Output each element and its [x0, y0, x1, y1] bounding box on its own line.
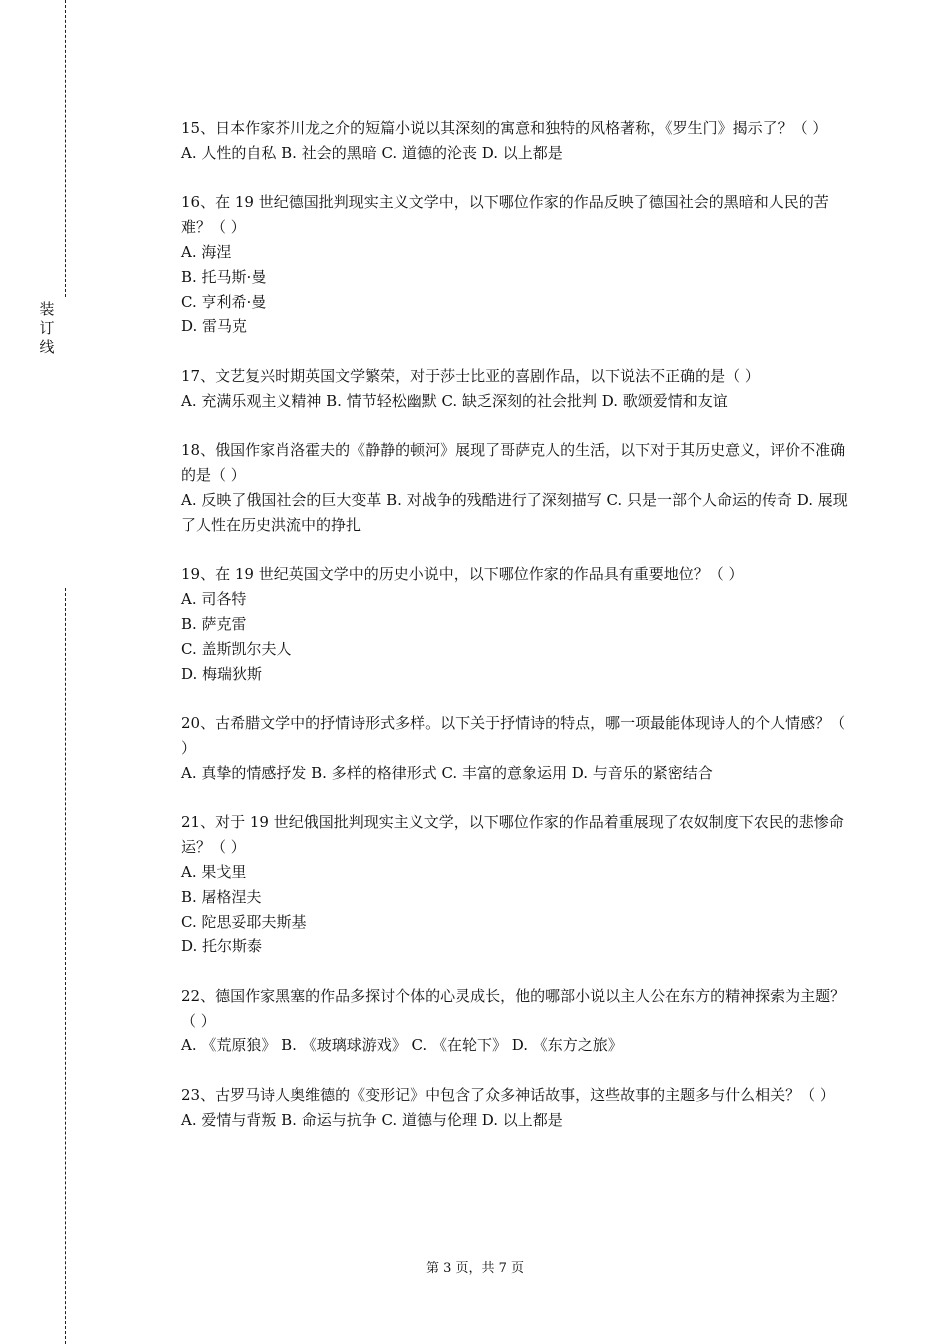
- binding-label: [36, 300, 58, 357]
- option-a: A. 海涅: [181, 242, 232, 261]
- option-c: C. 陀思妥耶夫斯基: [181, 912, 307, 931]
- question-options: A. 人性的自私 B. 社会的黑暗 C. 道德的沦丧 D. 以上都是: [181, 143, 563, 162]
- question-stem: 19、在 19 世纪英国文学中的历史小说中，以下哪位作家的作品具有重要地位？（ ）: [181, 565, 744, 584]
- option-a: A. 果戈里: [181, 862, 247, 881]
- question-stem: 22、德国作家黑塞的作品多探讨个体的心灵成长，他的哪部小说以主人公在东方的精神探索为主题？（ ）: [181, 986, 846, 1030]
- question-stem: 17、文艺复兴时期英国文学繁荣，对于莎士比亚的喜剧作品，以下说法不正确的是（ ）: [181, 366, 760, 385]
- question-stem: 15、日本作家芥川龙之介的短篇小说以其深刻的寓意和独特的风格著称，《罗生门》揭示了？（ ）: [181, 119, 828, 137]
- question-21: [181, 810, 851, 959]
- option-d: D. 托尔斯泰: [181, 937, 263, 956]
- question-18: [181, 438, 851, 537]
- question-options: A. 真挚的情感抒发 B. 多样的格律形式 C. 丰富的意象运用 D. 与音乐的紧密结合: [181, 763, 713, 782]
- option-d: D. 梅瑞狄斯: [181, 664, 263, 683]
- question-19: [181, 562, 851, 686]
- question-22: [181, 984, 851, 1058]
- question-stem: 16、在 19 世纪德国批判现实主义文学中，以下哪位作家的作品反映了德国社会的黑暗和人民的苦难？（ ）: [181, 193, 829, 237]
- page-number: 第 3 页，共 7 页: [425, 1261, 525, 1276]
- question-options: A. 《荒原狼》 B. 《玻璃球游戏》 C. 《在轮下》 D. 《东方之旅》: [181, 1036, 623, 1055]
- option-b: B. 萨克雷: [181, 614, 247, 633]
- binding-char: 订: [39, 319, 55, 337]
- binding-char: 线: [39, 338, 55, 356]
- option-c: C. 亨利希·曼: [181, 292, 267, 311]
- option-b: B. 屠格涅夫: [181, 887, 262, 906]
- question-stem: 21、对于 19 世纪俄国批判现实主义文学，以下哪位作家的作品着重展现了农奴制度下农民的悲惨命运？（ ）: [181, 813, 844, 857]
- question-options: A. 爱情与背叛 B. 命运与抗争 C. 道德与伦理 D. 以上都是: [181, 1110, 563, 1129]
- question-20: [181, 711, 851, 785]
- binding-dashed-line-top: [65, 0, 66, 297]
- question-stem: 23、古罗马诗人奥维德的《变形记》中包含了众多神话故事，这些故事的主题多与什么相关？（ ）: [181, 1086, 835, 1105]
- option-d: D. 雷马克: [181, 317, 248, 336]
- option-c: C. 盖斯凯尔夫人: [181, 639, 292, 658]
- question-options: A. 充满乐观主义精神 B. 情节轻松幽默 C. 缺乏深刻的社会批判 D. 歌颂爱情和友谊: [181, 391, 728, 410]
- binding-dashed-line-bottom: [65, 588, 66, 1344]
- option-b: B. 托马斯·曼: [181, 267, 267, 286]
- option-a: A. 司各特: [181, 590, 247, 609]
- question-17: [181, 364, 851, 414]
- question-options: A. 反映了俄国社会的巨大变革 B. 对战争的残酷进行了深刻描写 C. 只是一部个人命运的传奇 D. 展现了人性在历史洪流中的挣扎: [181, 490, 848, 534]
- question-15: [181, 116, 851, 166]
- question-list: [181, 116, 851, 1157]
- question-stem: 20、古希腊文学中的抒情诗形式多样。以下关于抒情诗的特点，哪一项最能体现诗人的个人情感？（ ）: [181, 714, 846, 757]
- question-23: [181, 1083, 851, 1133]
- question-stem: 18、俄国作家肖洛霍夫的《静静的顿河》展现了哥萨克人的生活，以下对于其历史意义，评价不准确的是（ ）: [181, 441, 846, 485]
- question-16: [181, 190, 851, 339]
- binding-char: 装: [39, 300, 55, 318]
